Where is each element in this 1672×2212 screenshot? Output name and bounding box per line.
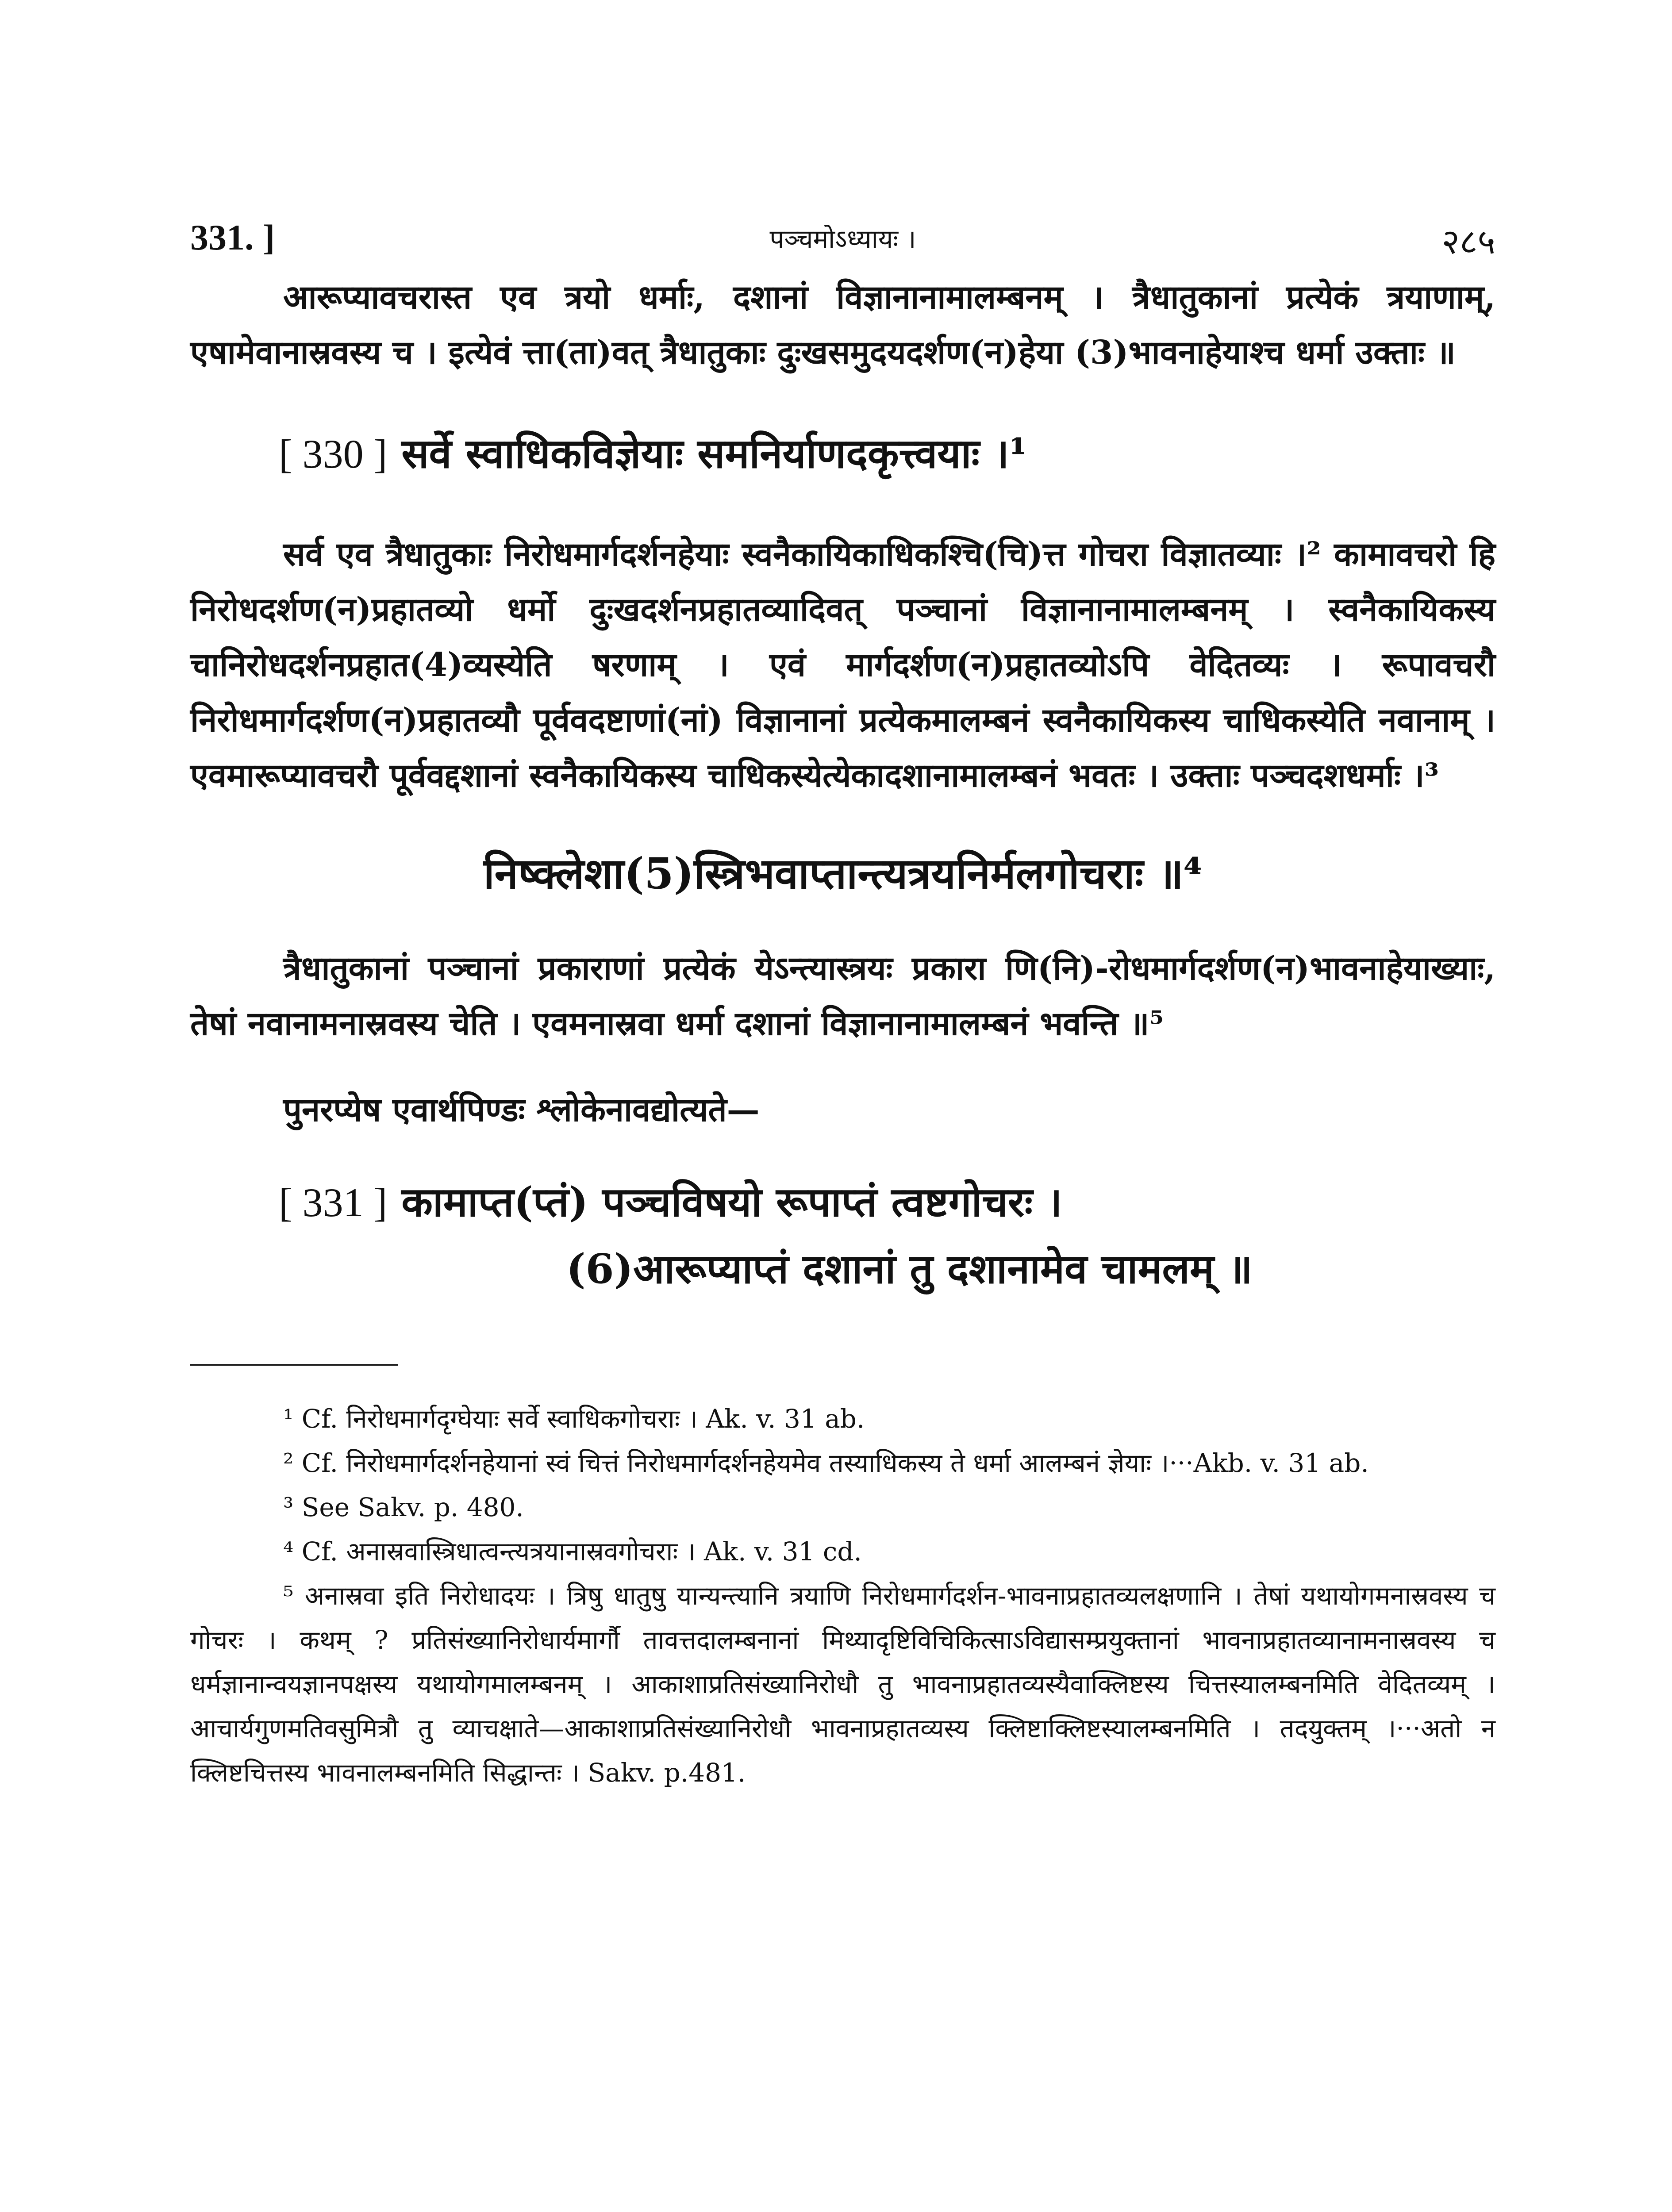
footnote: ³ See Sakv. p. 480. (283, 1492, 524, 1522)
verse-number: [ 331 ] (279, 1180, 388, 1225)
footnote: ² Cf. निरोधमार्गदर्शनहेयानां स्वं चित्तं निरोधमार्गदर्शनहेयमेव तस्याधिकस्य ते धर्मा आलम्बनं ज्ञेयाः ।···Akb. v. 31 ab. (283, 1448, 1369, 1478)
paragraph-1: आरूप्यावचरास्त एव त्रयो धर्माः, दशानां विज्ञानानामालम्बनम् । त्रैधातुकानां प्रत्येकं त्रयाणाम्, एषामेवानास्रवस्य च । इत्येवं त्ता(ता)वत् त्रैधातुकाः दुःखसमुदयदर्शण(न)हेया (3)भावनाहेयाश्च धर्मा उक्ताः ॥ (190, 278, 1495, 372)
running-header (190, 208, 1495, 270)
page-number: २८५ (1441, 222, 1495, 262)
center-verse: निष्क्लेशा(5)स्त्रिभवाप्तान्त्यत्रयनिर्मलगोचराः ॥⁴ (483, 849, 1203, 899)
verse-text: सर्वे स्वाधिकविज्ञेयाः समनिर्याणदकृत्त्वयाः ।¹ (401, 430, 1027, 477)
footnote: ⁴ Cf. अनास्रवास्त्रिधात्वन्त्यत्रयानास्रवगोचराः । Ak. v. 31 cd. (283, 1536, 862, 1567)
verse-line-1: कामाप्त(प्तं) पञ्चविषयो रूपाप्तं त्वष्टगोचरः । (401, 1178, 1062, 1226)
footnote: ⁵ अनास्रवा इति निरोधादयः । त्रिषु धातुषु यान्यन्त्यानि त्रयाणि निरोधमार्गदर्शन-भावनाप्रहातव्यलक्षणानि । तेषां यथायोगमनास्रवस्य च गोचरः । कथम् ? प्रतिसंख्यानिरोधार्यमार्गौ तावत्तदालम्बनानां मिथ्यादृष्टिविचिकित्साऽविद्यासम्प्रयुक्तानां भावनाप्रहातव्यानामनास्रवस्य च धर्मज्ञानान्वयज्ञानपक्षस्य यथायोगमालम्बनम् । आकाशाप्रतिसंख्यानिरोधौ तु भावनाप्रहातव्यस्यैवाक्लिष्टस्य चित्तस्यालम्बनमिति वेदितव्यम् । आचार्यगुणमतिवसुमित्रौ तु व्याचक्षाते—आकाशाप्रतिसंख्यानिरोधौ भावनाप्रहातव्यस्य क्लिष्टाक्लिष्टस्यालम्बनमिति । तदयुक्तम् ।···अतो न क्लिष्टचित्तस्य भावनालम्बनमिति सिद्धान्तः । Sakv. p.481. (190, 1581, 1495, 1788)
verse-331 (190, 1169, 1495, 1302)
footnotes (190, 1397, 1495, 1795)
paragraph-2: सर्व एव त्रैधातुकाः निरोधमार्गदर्शनहेयाः स्वनैकायिकाधिकश्चि(चि)त्त गोचरा विज्ञातव्याः ।² कामावचरो हि निरोधदर्शण(न)प्रहातव्यो धर्मो दुःखदर्शनप्रहातव्यादिवत् पञ्चानां विज्ञानानामालम्बनम् । स्वनैकायिकस्य चानिरोधदर्शनप्रहात(4)व्यस्येति षरणाम् । एवं मार्गदर्शण(न)प्रहातव्योऽपि वेदितव्यः । रूपावचरौ निरोधमार्गदर्शण(न)प्रहातव्यौ पूर्ववदष्टाणां(नां) विज्ञानानां प्रत्येकमालम्बनं स्वनैकायिकस्य चाधिकस्येति नवानाम् । एवमारूप्यावचरौ पूर्ववद्दशानां स्वनैकायिकस्य चाधिकस्येत्येकादशानामालम्बनं भवतः । उक्ताः पञ्चदशधर्माः ।³ (190, 535, 1495, 795)
chapter-title: पञ्चमोऽध्यायः । (769, 224, 916, 254)
paragraph-4: पुनरप्येष एवार्थपिण्डः श्लोकेनावद्योत्यते— (283, 1091, 760, 1129)
verse-range: 331. ] (190, 217, 275, 257)
paragraph-3: त्रैधातुकानां पञ्चानां प्रकाराणां प्रत्येकं येऽन्त्यास्त्रयः प्रकारा णि(नि)-रोधमार्गदर्शण(न)भावनाहेयाख्याः, तेषां नवानामनास्रवस्य चेति । एवमनास्रवा धर्मा दशानां विज्ञानानामालम्बनं भवन्ति ॥⁵ (190, 949, 1495, 1043)
verse-line-2: (6)आरूप्याप्तं दशानां तु दशानामेव चामलम् ॥ (566, 1245, 1253, 1293)
page (190, 208, 1495, 1795)
footnote: ¹ Cf. निरोधमार्गदृग्घेयाः सर्वे स्वाधिकगोचराः । Ak. v. 31 ab. (283, 1404, 865, 1434)
verse-330 (190, 420, 1495, 487)
verse-number: [ 330 ] (279, 431, 388, 476)
